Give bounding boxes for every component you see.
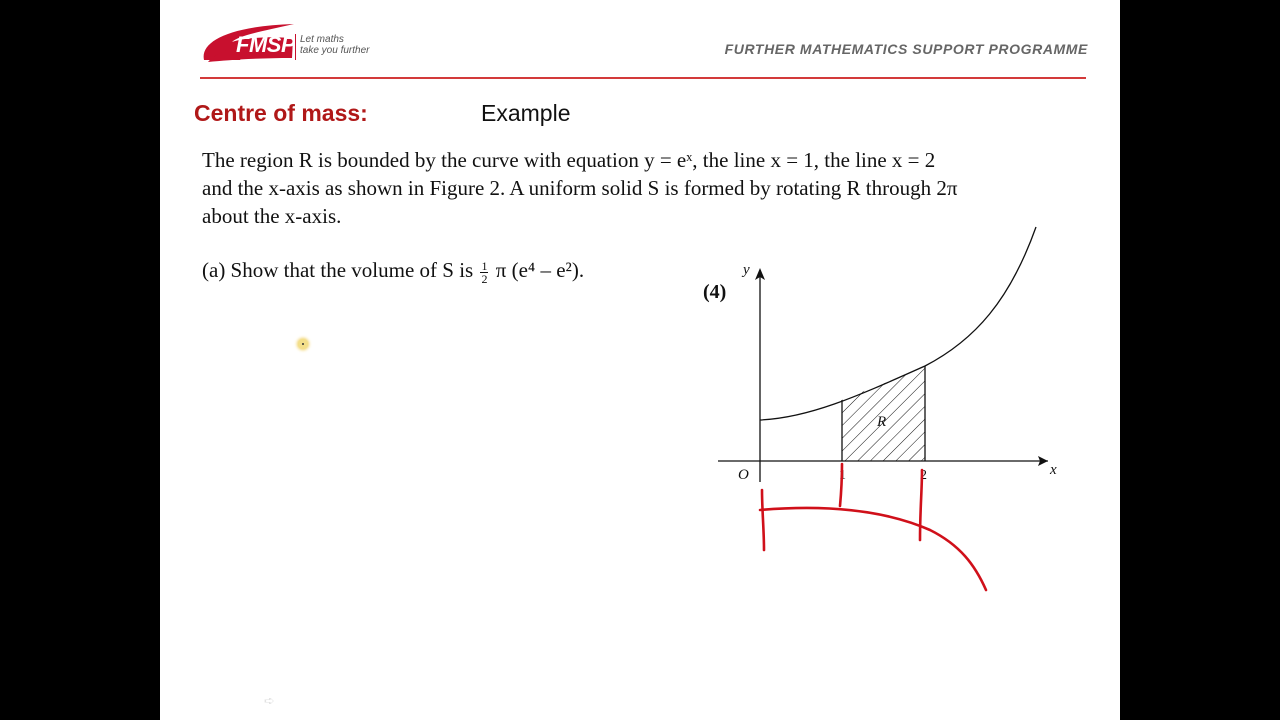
part-a-prefix: (a) Show that the volume of S is xyxy=(202,258,474,282)
problem-line-3: about the x-axis. xyxy=(202,204,342,228)
slide-title: Centre of mass: xyxy=(194,100,368,126)
slide-subtitle: Example xyxy=(481,100,571,126)
logo-tagline-1: Let maths xyxy=(300,34,344,45)
y-axis-label: y xyxy=(743,262,750,278)
problem-line-2: and the x-axis as shown in Figure 2. A uniform solid S is formed by rotating R through 2π xyxy=(202,176,958,200)
logo-text: FMSP xyxy=(236,32,296,57)
marks-label: (4) xyxy=(703,281,727,303)
fraction-numerator: 1 xyxy=(481,258,488,273)
x-axis-label: x xyxy=(1050,462,1057,478)
fraction-denominator: 2 xyxy=(481,271,488,286)
tick-label-1: 1 xyxy=(839,468,846,483)
logo-tagline-2: take you further xyxy=(300,45,370,56)
figure-2-graph xyxy=(160,0,1120,720)
region-label: R xyxy=(877,414,887,430)
part-a-suffix: π (e⁴ – e²). xyxy=(495,258,585,282)
slide-nav-icon[interactable]: ➪ xyxy=(264,694,275,709)
origin-label: O xyxy=(738,467,749,483)
slide xyxy=(160,0,1120,720)
programme-title: FURTHER MATHEMATICS SUPPORT PROGRAMME xyxy=(724,41,1088,57)
handwritten-annotation xyxy=(760,464,986,590)
tick-label-2: 2 xyxy=(920,468,927,483)
problem-line-1: The region R is bounded by the curve with equation y = eˣ, the line x = 1, the line x = 2 xyxy=(202,148,936,172)
